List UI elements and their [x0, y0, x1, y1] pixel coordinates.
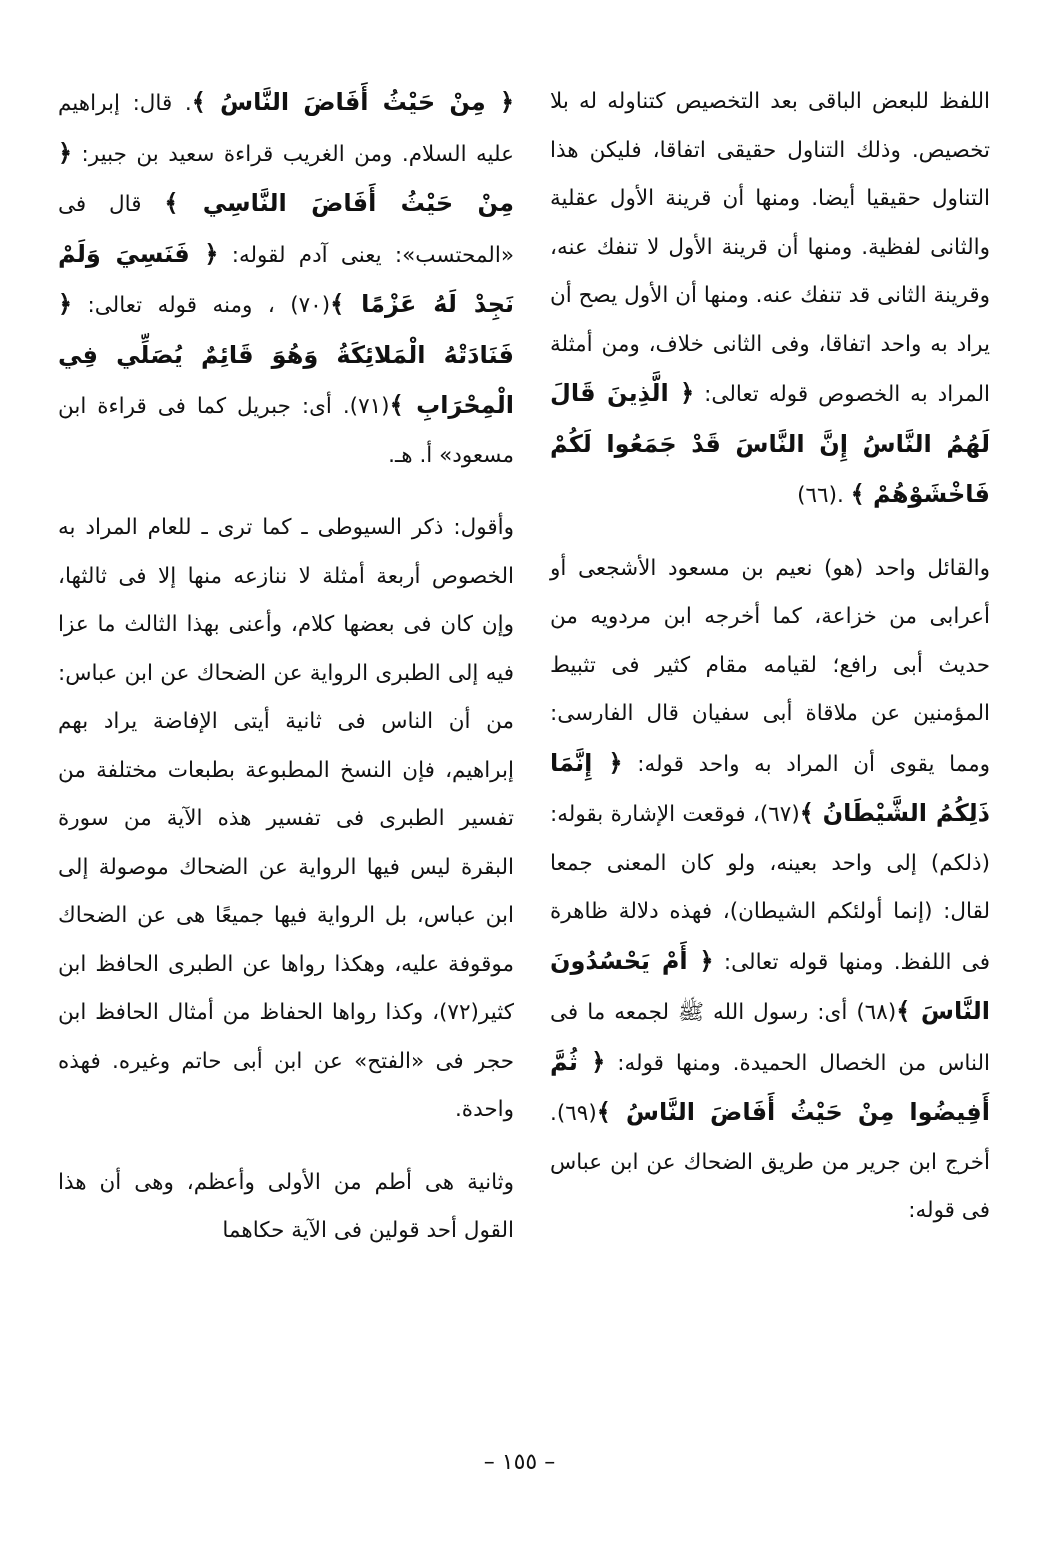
quran-verse: ﴿ فَنَسِيَ وَلَمْ نَجِدْ لَهُ عَزْمًا ﴾: [58, 239, 514, 318]
body-text: . قال: إبراهيم عليه السلام. ومن الغريب قراءة سعيد بن جبير:: [58, 91, 514, 167]
quran-verse: ﴿ أَمْ يَحْسُدُونَ النَّاسَ ﴾: [550, 946, 990, 1025]
body-text: اللفظ للبعض الباقى بعد التخصيص كتناوله له بلا تخصيص. وذلك التناول حقيقى اتفاقا، فليكن هذا التناول حقيقيا أيضا. ومنها أن قرينة الأول عقلية والثانى لفظية. ومنها أن قرينة الأول لا تنفك عنه، وقرينة الثانى قد تنفك عنه. ومنها أن الأول يصح أن يراد به واحد اتفاقا، وفى الثانى خلاف، ومن أمثلة المراد به الخصوص قوله تعالى:: [550, 89, 990, 407]
body-text: قال فى «المحتسب»: يعنى آدم لقوله:: [58, 192, 514, 268]
body-text: (٧١). أى: جبريل كما فى قراءة ابن مسعود» أ. هـ.: [58, 394, 514, 468]
body-text: وثانية هى أطم من الأولى وأعظم، وهى أن هذا القول أحد قولين فى الآية حكاهما: [58, 1169, 514, 1243]
quran-verse: ﴿ مِنْ حَيْثُ أَفَاضَ النَّاسُ ﴾: [191, 88, 515, 116]
paragraph: [550, 545, 990, 1236]
body-text: (٧٠) ، ومنه قوله تعالى:: [72, 293, 331, 318]
paragraph: [58, 504, 514, 1135]
paragraph: [550, 78, 990, 521]
body-text: .(٦٦): [797, 483, 851, 508]
right-column: [550, 78, 990, 1236]
quran-verse: ﴿ مِنْ حَيْثُ أَفَاضَ النَّاسِي ﴾: [58, 138, 514, 217]
page-number: – ١٥٥ –: [483, 1450, 556, 1475]
quran-verse: ﴿ إِنَّمَا ذَلِكُمُ الشَّيْطَانُ ﴾: [550, 748, 990, 827]
paragraph: [58, 1159, 514, 1256]
body-text: والقائل واحد (هو) نعيم بن مسعود الأشجعى أو أعرابى من خزاعة، كما أخرجه ابن مردويه من حديث أبى رافع؛ لقيامه مقام كثير فى تثبيط المؤمنين عن ملاقاة أبى سفيان قال الفارسى: ومما يقوى أن المراد به واحد قوله:: [550, 555, 990, 777]
left-column: [58, 78, 514, 1256]
paragraph: [58, 78, 514, 480]
quran-verse: ﴿ الَّذِينَ قَالَ لَهُمُ النَّاسُ إِنَّ النَّاسَ قَدْ جَمَعُوا لَكُمْ فَاخْشَوْهُمْ ﴾: [550, 379, 990, 508]
quran-verse: ﴿ ثُمَّ أَفِيضُوا مِنْ حَيْثُ أَفَاضَ النَّاسُ ﴾: [550, 1047, 990, 1126]
body-text: (٦٧)، فوقعت الإشارة بقوله: (ذلكم) إلى واحد بعينه، ولو كان المعنى جمعا لقال: (إنما أولئكم الشيطان)، فهذه دلالة ظاهرة فى اللفظ. ومنها قوله تعالى:: [550, 802, 990, 975]
body-text: وأقول: ذكر السيوطى ـ كما ترى ـ للعام المراد به الخصوص أربعة أمثلة لا ننازعه منها إلا فى ثالثها، وإن كان فى بعضها كلام، وأعنى بهذا الثالث ما عزا فيه إلى الطبرى الرواية عن الضحاك عن ابن عباس: من أن الناس فى ثانية أيتى الإفاضة يراد بهم إبراهيم، فإن النسخ المطبوعة بطبعات مختلفة من تفسير الطبرى فى تفسير هذه الآية من سورة البقرة ليس فيها الرواية عن الضحاك موصولة إلى ابن عباس، بل الرواية فيها جميعًا هى عن الضحاك موقوفة عليه، وهكذا رواها عن الطبرى الحافظ ابن كثير(٧٢)، وكذا رواها الحفاظ من أمثال الحافظ ابن حجر فى «الفتح» عن ابن أبى حاتم وغيره. فهذه واحدة.: [58, 515, 514, 1122]
quran-verse: ﴿ فَنَادَتْهُ الْمَلائِكَةُ وَهُوَ قَائِمٌ يُصَلِّي فِي الْمِحْرَابِ ﴾: [58, 290, 514, 419]
body-text: (٦٩). أخرج ابن جرير من طريق الضحاك عن ابن عباس فى قوله:: [550, 1101, 990, 1223]
body-text: (٦٨) أى: رسول الله ﷺ لجمعه ما فى الناس من الخصال الحميدة. ومنها قوله:: [550, 1000, 990, 1076]
